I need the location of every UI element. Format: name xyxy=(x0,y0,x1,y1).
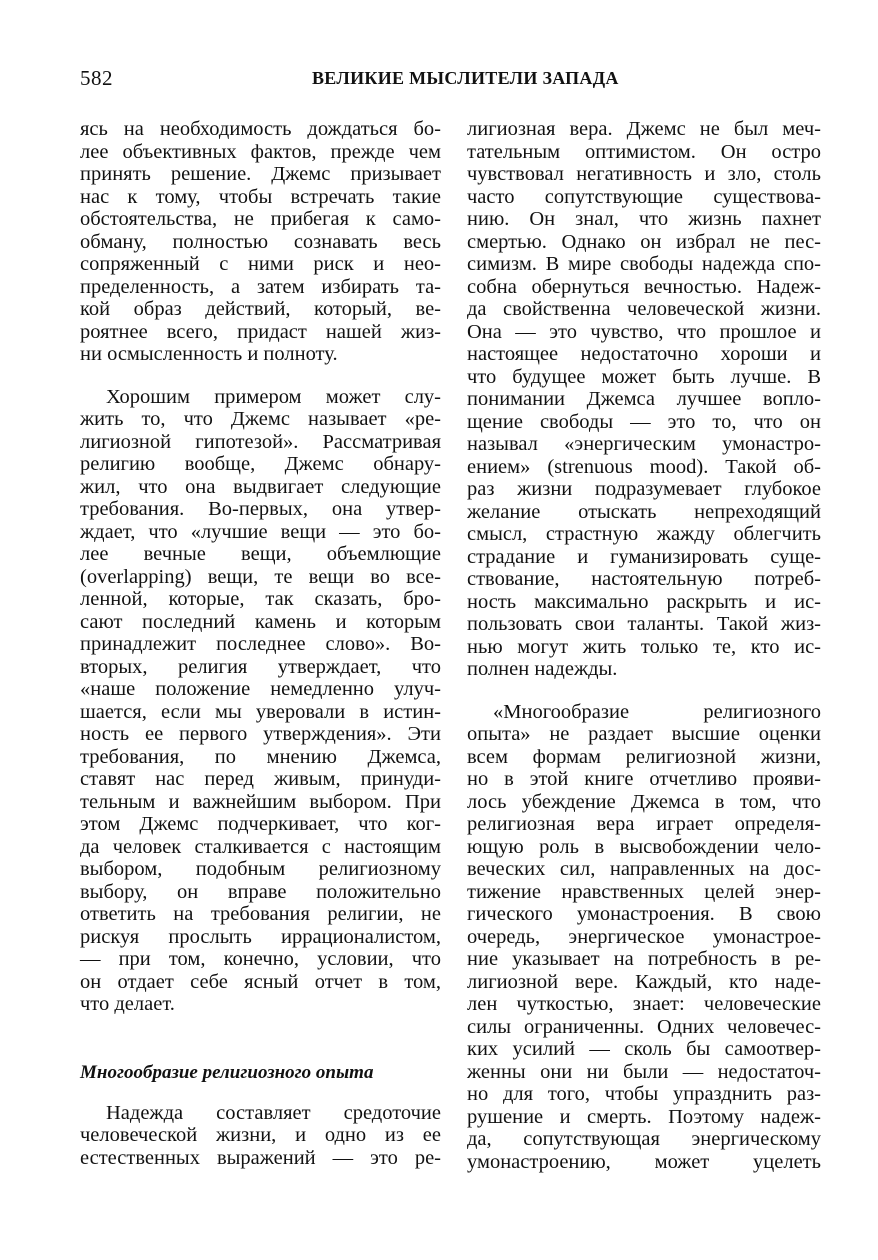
paragraph xyxy=(467,118,821,681)
text-line: этом Джемс подчеркивает, что ког- xyxy=(80,813,441,835)
text-line: ни осмысленность и полноту. xyxy=(80,343,338,365)
paragraph xyxy=(467,701,821,1174)
text-line: что делает. xyxy=(80,993,175,1015)
text-line: Надежда составляет средоточие xyxy=(106,1101,441,1124)
text-line: принадлежит последнее слово». Во- xyxy=(80,633,441,655)
text-line: веческих сил, направленных на дос- xyxy=(467,858,821,880)
text-line: лее вечные вещи, объемлющие xyxy=(80,543,441,565)
text-line: сают последний камень и которым xyxy=(80,610,441,633)
left-column xyxy=(80,118,441,1169)
text-line: гического умонастроения. В свою xyxy=(467,903,821,925)
text-line: выбором, подобным религиозному xyxy=(80,858,441,880)
text-line: да, сопутствующая энергическому xyxy=(467,1128,821,1150)
text-line: ность максимально раскрыть и ис- xyxy=(467,590,821,613)
text-line: жить то, что Джемс называет «ре- xyxy=(80,408,441,430)
text-line: ние указывает на потребность в ре- xyxy=(467,948,821,970)
text-line: смертью. Однако он избрал не пес- xyxy=(467,230,821,253)
paragraph xyxy=(80,386,441,1016)
text-line: всем формам религиозной жизни, xyxy=(467,745,821,768)
page-number: 582 xyxy=(80,66,113,90)
text-line: рискуя прослыть иррационалистом, xyxy=(80,925,441,948)
text-line: опыта» не раздает высшие оценки xyxy=(467,723,821,745)
text-line: религию вообще, Джемс обнару- xyxy=(80,453,441,475)
text-line: нас к тому, чтобы встречать такие xyxy=(80,185,441,208)
running-head: ВЕЛИКИЕ МЫСЛИТЕЛИ ЗАПАДА xyxy=(312,68,619,88)
paragraph xyxy=(80,1102,441,1170)
text-line: естественных выражений — это ре- xyxy=(80,1146,441,1169)
text-line: страдание и гуманизировать суще- xyxy=(467,545,821,568)
text-line: — при том, конечно, условии, что xyxy=(80,948,441,970)
text-line: ность ее первого утверждения». Эти xyxy=(80,723,441,745)
text-line: женны они ни были — недостаточ- xyxy=(467,1060,821,1083)
text-line: пользовать свои таланты. Такой жиз- xyxy=(467,613,821,635)
text-line: кой образ действий, который, ве- xyxy=(80,298,441,320)
text-line: очередь, энергическое умонастрое- xyxy=(467,925,821,948)
text-line: религиозная вера играет определя- xyxy=(467,813,821,835)
text-line: лее объективных фактов, прежде чем xyxy=(80,140,441,163)
text-line: лигиозная вера. Джемс не был меч- xyxy=(467,118,821,140)
text-line: нью могут жить только те, кто ис- xyxy=(467,635,821,658)
text-line: ленной, которые, так сказать, бро- xyxy=(80,588,441,610)
text-line: но для того, чтобы упразднить раз- xyxy=(467,1083,821,1105)
text-line: ких усилий — сколь бы самоотвер- xyxy=(467,1038,821,1060)
text-line: «наше положение немедленно улуч- xyxy=(80,678,441,700)
text-line: человеческой жизни, и одно из ее xyxy=(80,1124,441,1146)
text-line: да человек сталкивается с настоящим xyxy=(80,835,441,858)
paragraph xyxy=(80,118,441,366)
text-line: лигиозной вере. Каждый, кто наде- xyxy=(467,970,821,993)
text-line: силы ограниченны. Одних человечес- xyxy=(467,1015,821,1038)
text-line: часто сопутствующие существова- xyxy=(467,185,821,208)
text-line: лен чуткостью, знает: человеческие xyxy=(467,993,821,1015)
text-line: принять решение. Джемс призывает xyxy=(80,163,441,185)
text-line: обстоятельства, не прибегая к само- xyxy=(80,208,441,230)
text-line: тельным и важнейшим выбором. При xyxy=(80,790,441,813)
text-line: жил, что она выдвигает следующие xyxy=(80,475,441,498)
text-line: ждает, что «лучшие вещи — это бо- xyxy=(80,520,441,543)
text-line: обману, полностью сознавать весь xyxy=(80,230,441,253)
text-line: лось убеждение Джемса в том, что xyxy=(467,790,821,813)
text-line: сопряженный с ними риск и нео- xyxy=(80,253,441,275)
text-line: собна обернуться вечностью. Надеж- xyxy=(467,275,821,298)
text-line: он отдает себе ясный отчет в том, xyxy=(80,970,441,993)
text-line: ясь на необходимость дождаться бо- xyxy=(80,118,441,140)
text-line: нию. Он знал, что жизнь пахнет xyxy=(467,208,821,230)
text-line: Хорошим примером может слу- xyxy=(106,385,441,408)
text-line: тательным оптимистом. Он остро xyxy=(467,140,821,163)
text-line: полнен надежды. xyxy=(467,658,618,680)
text-line: умонастроению, может уцелеть xyxy=(467,1150,821,1173)
text-line: называл «энергическим умонастро- xyxy=(467,433,821,455)
text-line: лигиозной гипотезой». Рассматривая xyxy=(80,430,441,453)
text-line: рушение и смерть. Поэтому надеж- xyxy=(467,1105,821,1128)
text-line: что будущее может быть лучше. В xyxy=(467,365,821,388)
text-line: тижение нравственных целей энер- xyxy=(467,880,821,903)
right-column xyxy=(467,118,821,1173)
text-line: но в этой книге отчетливо прояви- xyxy=(467,768,821,790)
section-heading: Многообразие религиозного опыта xyxy=(80,1061,374,1083)
text-line: ставят нас перед живым, принуди- xyxy=(80,768,441,790)
text-line: ответить на требования религии, не xyxy=(80,903,441,925)
text-line: Она — это чувство, что прошлое и xyxy=(467,320,821,343)
text-line: раз жизни подразумевает глубокое xyxy=(467,478,821,500)
text-line: требования. Во-первых, она утвер- xyxy=(80,498,441,520)
text-line: ющую роль в высвобождении чело- xyxy=(467,835,821,858)
text-line: симизм. В мире свободы надежда спо- xyxy=(467,253,821,275)
text-line: шается, если мы уверовали в истин- xyxy=(80,700,441,723)
text-line: ствование, настоятельную потреб- xyxy=(467,568,821,590)
text-line: да свойственна человеческой жизни. xyxy=(467,298,821,320)
text-line: желание отыскать непреходящий xyxy=(467,500,821,523)
text-line: понимании Джемса лучшее вопло- xyxy=(467,388,821,410)
text-line: требования, по мнению Джемса, xyxy=(80,745,441,768)
text-line: смысл, страстную жажду облегчить xyxy=(467,523,821,545)
text-line: щение свободы — это то, что он xyxy=(467,410,821,433)
text-line: «Многообразие религиозного xyxy=(493,700,821,723)
text-line: роятнее всего, придаст нашей жиз- xyxy=(80,320,441,343)
text-line: пределенность, а затем избирать та- xyxy=(80,275,441,298)
text-line: (overlapping) вещи, те вещи во все- xyxy=(80,565,441,588)
text-line: настоящее недостаточно хороши и xyxy=(467,343,821,365)
text-line: чувствовал негативность и зло, столь xyxy=(467,163,821,185)
text-line: ением» (strenuous mood). Такой об- xyxy=(467,455,821,478)
text-line: выбору, он вправе положительно xyxy=(80,880,441,903)
text-line: вторых, религия утверждает, что xyxy=(80,655,441,678)
